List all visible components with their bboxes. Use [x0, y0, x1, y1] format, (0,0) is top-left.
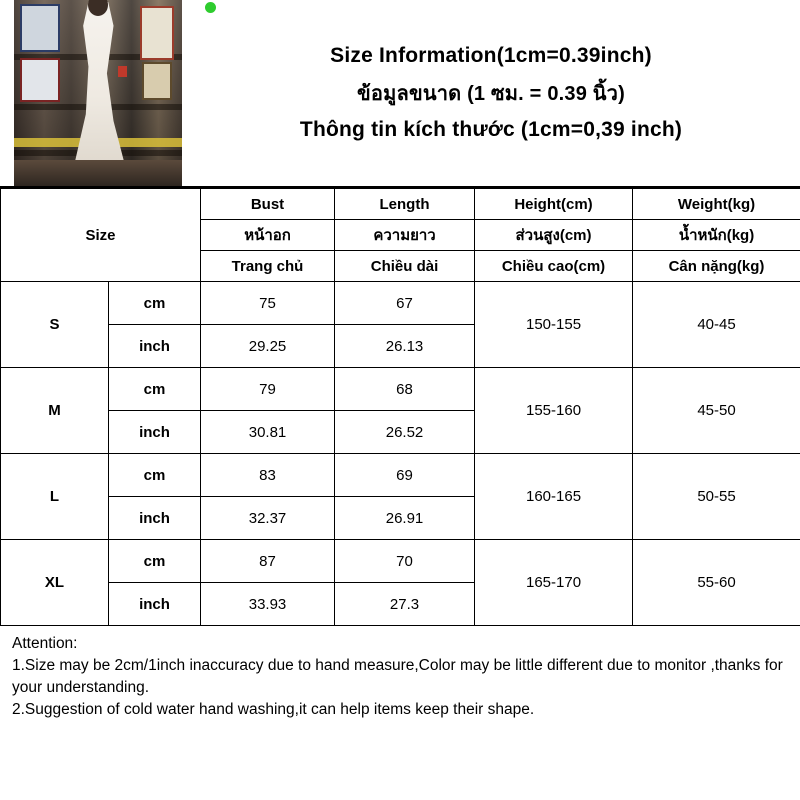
attention-section — [0, 626, 800, 721]
shelf-box — [20, 58, 60, 102]
height-value: 165-170 — [475, 540, 633, 626]
title-block — [182, 0, 800, 186]
row-size-label: S — [1, 282, 109, 368]
table-row — [1, 454, 800, 497]
length-inch-value: 26.91 — [335, 497, 475, 540]
length-cm-value: 69 — [335, 454, 475, 497]
unit-cm: cm — [109, 540, 201, 583]
col-header-bust-vi: Trang chủ — [201, 251, 335, 282]
title-thai: ข้อมูลขนาด (1 ซม. = 0.39 นิ้ว) — [357, 83, 625, 105]
title-english: Size Information(1cm=0.39inch) — [330, 44, 652, 67]
bust-cm-value: 87 — [201, 540, 335, 583]
col-header-length-th: ความยาว — [335, 220, 475, 251]
weight-value: 45-50 — [633, 368, 800, 454]
floor — [14, 160, 182, 186]
unit-cm: cm — [109, 454, 201, 497]
unit-inch: inch — [109, 411, 201, 454]
bust-inch-value: 29.25 — [201, 325, 335, 368]
col-header-weight-th: น้ำหนัก(kg) — [633, 220, 800, 251]
col-header-length-vi: Chiều dài — [335, 251, 475, 282]
product-photo — [14, 0, 182, 186]
table-row — [1, 540, 800, 583]
bust-cm-value: 79 — [201, 368, 335, 411]
price-tag — [118, 66, 127, 77]
row-size-label: M — [1, 368, 109, 454]
unit-inch: inch — [109, 497, 201, 540]
length-inch-value: 26.13 — [335, 325, 475, 368]
unit-cm: cm — [109, 368, 201, 411]
col-header-bust-th: หน้าอก — [201, 220, 335, 251]
unit-cm: cm — [109, 282, 201, 325]
attention-line-2: 2.Suggestion of cold water hand washing,it can help items keep their shape. — [12, 701, 535, 718]
header-section — [0, 0, 800, 188]
shelf-box — [140, 6, 174, 60]
height-value: 150-155 — [475, 282, 633, 368]
bust-inch-value: 32.37 — [201, 497, 335, 540]
unit-inch: inch — [109, 583, 201, 626]
height-value: 155-160 — [475, 368, 633, 454]
row-size-label: L — [1, 454, 109, 540]
table-header-row-en — [1, 189, 800, 220]
bust-inch-value: 30.81 — [201, 411, 335, 454]
length-inch-value: 26.52 — [335, 411, 475, 454]
size-header-cell: Size — [1, 189, 201, 282]
table-row — [1, 368, 800, 411]
attention-heading: Attention: — [12, 635, 78, 652]
shelf-box — [20, 4, 60, 52]
col-header-length-en: Length — [335, 189, 475, 220]
col-header-height-vi: Chiều cao(cm) — [475, 251, 633, 282]
bust-inch-value: 33.93 — [201, 583, 335, 626]
length-cm-value: 70 — [335, 540, 475, 583]
attention-line-1: 1.Size may be 2cm/1inch inaccuracy due to hand measure,Color may be little different due to monitor ,thanks for your understanding. — [12, 657, 783, 696]
bust-cm-value: 75 — [201, 282, 335, 325]
bust-cm-value: 83 — [201, 454, 335, 497]
weight-value: 50-55 — [633, 454, 800, 540]
table-row — [1, 282, 800, 325]
height-value: 160-165 — [475, 454, 633, 540]
shelf-box — [142, 62, 172, 100]
col-header-weight-vi: Cân nặng(kg) — [633, 251, 800, 282]
row-size-label: XL — [1, 540, 109, 626]
weight-value: 40-45 — [633, 282, 800, 368]
length-cm-value: 68 — [335, 368, 475, 411]
size-table — [0, 188, 800, 626]
col-header-weight-en: Weight(kg) — [633, 189, 800, 220]
col-header-height-en: Height(cm) — [475, 189, 633, 220]
col-header-height-th: ส่วนสูง(cm) — [475, 220, 633, 251]
length-inch-value: 27.3 — [335, 583, 475, 626]
length-cm-value: 67 — [335, 282, 475, 325]
col-header-bust-en: Bust — [201, 189, 335, 220]
weight-value: 55-60 — [633, 540, 800, 626]
title-vietnamese: Thông tin kích thước (1cm=0,39 inch) — [299, 118, 683, 141]
unit-inch: inch — [109, 325, 201, 368]
